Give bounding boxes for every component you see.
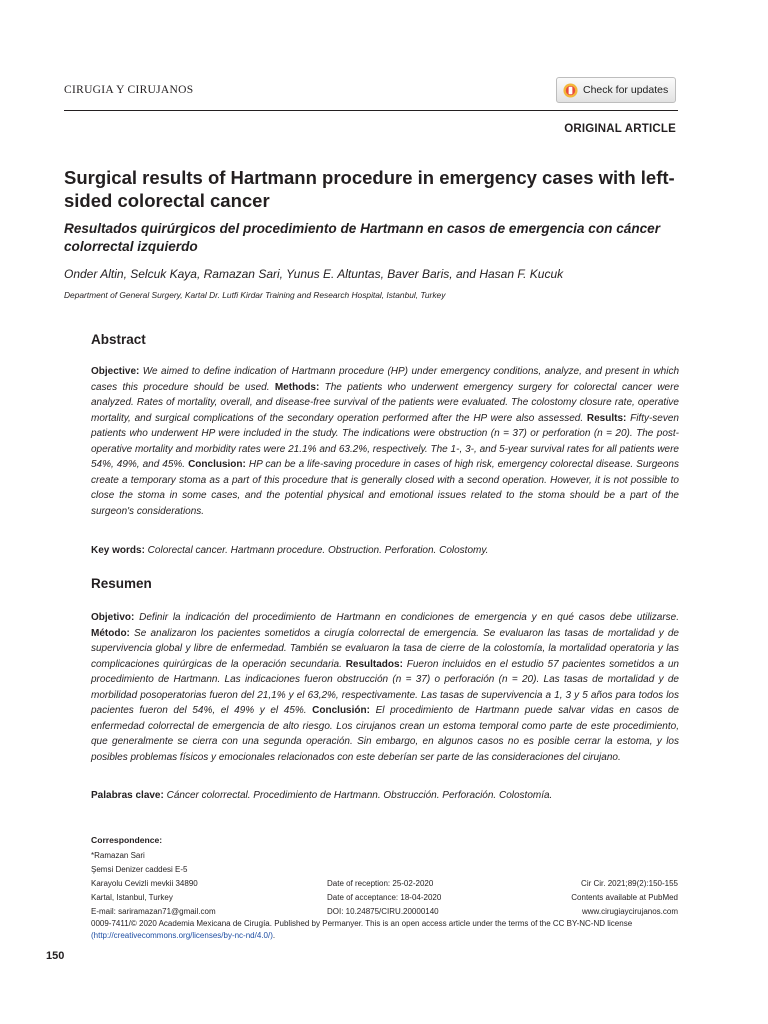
abstract-body (91, 364, 679, 519)
article-title: Surgical results of Hartmann procedure in emergency cases with left-sided colorectal cancer (64, 167, 675, 211)
resumen-heading: Resumen (91, 576, 152, 591)
results-text: Fifty-seven patients who underwent HP were included in the study. The indications were obstruction (n = 37) or perforation (n = 20). The post-operative mortality and morbidity rates were 21.1% and 63.2%, respectively. The 1-, 3-, and 5-year survival rates for all patients were 54%, 49%, and 45%. (91, 412, 679, 470)
metodo-label: Método: (91, 627, 130, 639)
conclusion-es-label: Conclusión: (312, 705, 370, 716)
corr-email[interactable]: E-mail: sariramazan71@gmail.com (91, 907, 216, 916)
article-type: ORIGINAL ARTICLE (564, 123, 676, 135)
methods-text: The patients who underwent emergency surgery for colorectal cancer were analyzed. Rates of mortality, overall, and disease-free survival of the patients were evaluated. The colostomy closure rate, operative mortality, and surgical complications of the secondary operation performed after the HP were also assessed. (91, 381, 680, 424)
resumen-body (91, 610, 679, 765)
correspondence-address (91, 849, 216, 919)
conclusion-text: HP can be a life-saving procedure in cases of high risk, emergency colorectal disease. Surgeons create a temporary stoma as a part of this procedure that is generally closed with a second operation. However, it is not possible to close the stoma in some cases, and the potential physical and emotional issues related to the stoma should be a part of the surgeon's considerations. (91, 459, 679, 517)
metodo-text: Se analizaron los pacientes sometidos a cirugía colorrectal de emergencia. Se evaluaron las tasas de mortalidad y de supervivencia global y libre de enfermedad. También se evaluaron la tasa de cierre de la colostomía, la mortalidad operatoria y las complicaciones quirúrgicas de la operación secundaria. (91, 627, 679, 670)
conclusion-label: Conclusion: (188, 459, 246, 470)
objective-text: We aimed to define indication of Hartmann procedure (HP) under emergency conditions, analyze, and present in which cases this procedure should be used. (91, 366, 679, 393)
check-for-updates-button[interactable] (556, 77, 676, 103)
journal-website[interactable]: www.cirugiaycirujanos.com (581, 907, 678, 916)
results-label: Results: (586, 412, 627, 424)
resultados-text: Fueron incluidos en el estudio 57 pacientes sometidos a un procedimiento de Hartmann. Las indicaciones fueron obstrucción (n = 37) o perforación (n = 20). Las tasas de mortalidad y de morbilidad posoperatorias fueron del 21,1% y el 63,2%, respectivamente. Las tasas de supervivencia a 1, 3 y 5 años para todos los pacientes fueron del 54%, el 49% y el 45%. (91, 658, 679, 716)
header-rule (64, 110, 678, 111)
objetivo-text: Definir la indicación del procedimiento de Hartmann en condiciones de emergencia y en qué casos debe utilizarse. (134, 612, 679, 623)
article-subtitle: Resultados quirúrgicos del procedimiento de Hartmann en casos de emergencia con cáncer colorrectal izquierdo (64, 221, 661, 254)
corr-name: *Ramazan Sari (91, 851, 145, 860)
keywords-text: Colorectal cancer. Hartmann procedure. Obstruction. Perforation. Colostomy. (144, 545, 489, 556)
license-end: . (272, 931, 276, 940)
abstract-heading: Abstract (91, 332, 146, 347)
license-link[interactable]: (http://creativecommons.org/licenses/by-nc-nd/4.0/) (91, 931, 273, 940)
check-updates-label: Check for updates (583, 84, 669, 96)
corr-line2: Karayolu Cevizli mevkii 34890 (91, 879, 198, 888)
date-acceptance: Date of acceptance: 18-04-2020 (327, 893, 442, 902)
citation-info (571, 877, 678, 919)
palabras-clave-label: Palabras clave: (91, 790, 164, 801)
corr-line1: Şemsi Denizer caddesi E-5 (91, 865, 188, 874)
palabras-clave-text: Cáncer colorrectal. Procedimiento de Hartmann. Obstrucción. Perforación. Colostomía. (163, 790, 553, 801)
license-text: 0009-7411/© 2020 Academia Mexicana de Cirugía. Published by Permanyer. This is an open access article under the terms of the CC BY-NC-ND license (91, 919, 633, 928)
corr-line3: Kartal, Istanbul, Turkey (91, 893, 173, 902)
conclusion-es-text: El procedimiento de Hartmann puede salvar vidas en casos de enfermedad colorrectal de emergencia de alto riesgo. Los cirujanos crean un estoma temporal como parte de este procedimiento, que generalmente se cierra con una segunda operación. Sin embargo, en algunos casos no es posible cerrar la estoma, y los posibles problemas físicos y emocionales relacionados con este deberían ser parte de las consideraciones del cirujano. (91, 705, 679, 763)
journal-name: CIRUGIA Y CIRUJANOS (64, 84, 194, 96)
keywords-label: Key words: (91, 545, 145, 556)
keywords (91, 545, 488, 556)
methods-label: Methods: (274, 381, 320, 393)
objetivo-label: Objetivo: (91, 612, 135, 623)
affiliation: Department of General Surgery, Kartal Dr. Lutfi Kirdar Training and Research Hospital, Istanbul, Turkey (64, 290, 446, 300)
objective-label: Objective: (91, 366, 140, 377)
check-updates-icon (563, 83, 578, 98)
citation-ref: Cir Cir. 2021;89(2):150-155 (581, 879, 678, 888)
correspondence-label: Correspondence: (91, 835, 163, 845)
doi[interactable]: DOI: 10.24875/CIRU.20000140 (327, 907, 439, 916)
article-dates (327, 877, 441, 919)
license-footer (91, 918, 683, 942)
palabras-clave (91, 790, 552, 801)
page-number: 150 (46, 950, 65, 962)
resultados-label: Resultados: (345, 658, 403, 670)
date-reception: Date of reception: 25-02-2020 (327, 879, 434, 888)
authors: Onder Altin, Selcuk Kaya, Ramazan Sari, Yunus E. Altuntas, Baver Baris, and Hasan F. Kucuk (64, 267, 564, 281)
pubmed-note: Contents available at PubMed (571, 893, 678, 902)
